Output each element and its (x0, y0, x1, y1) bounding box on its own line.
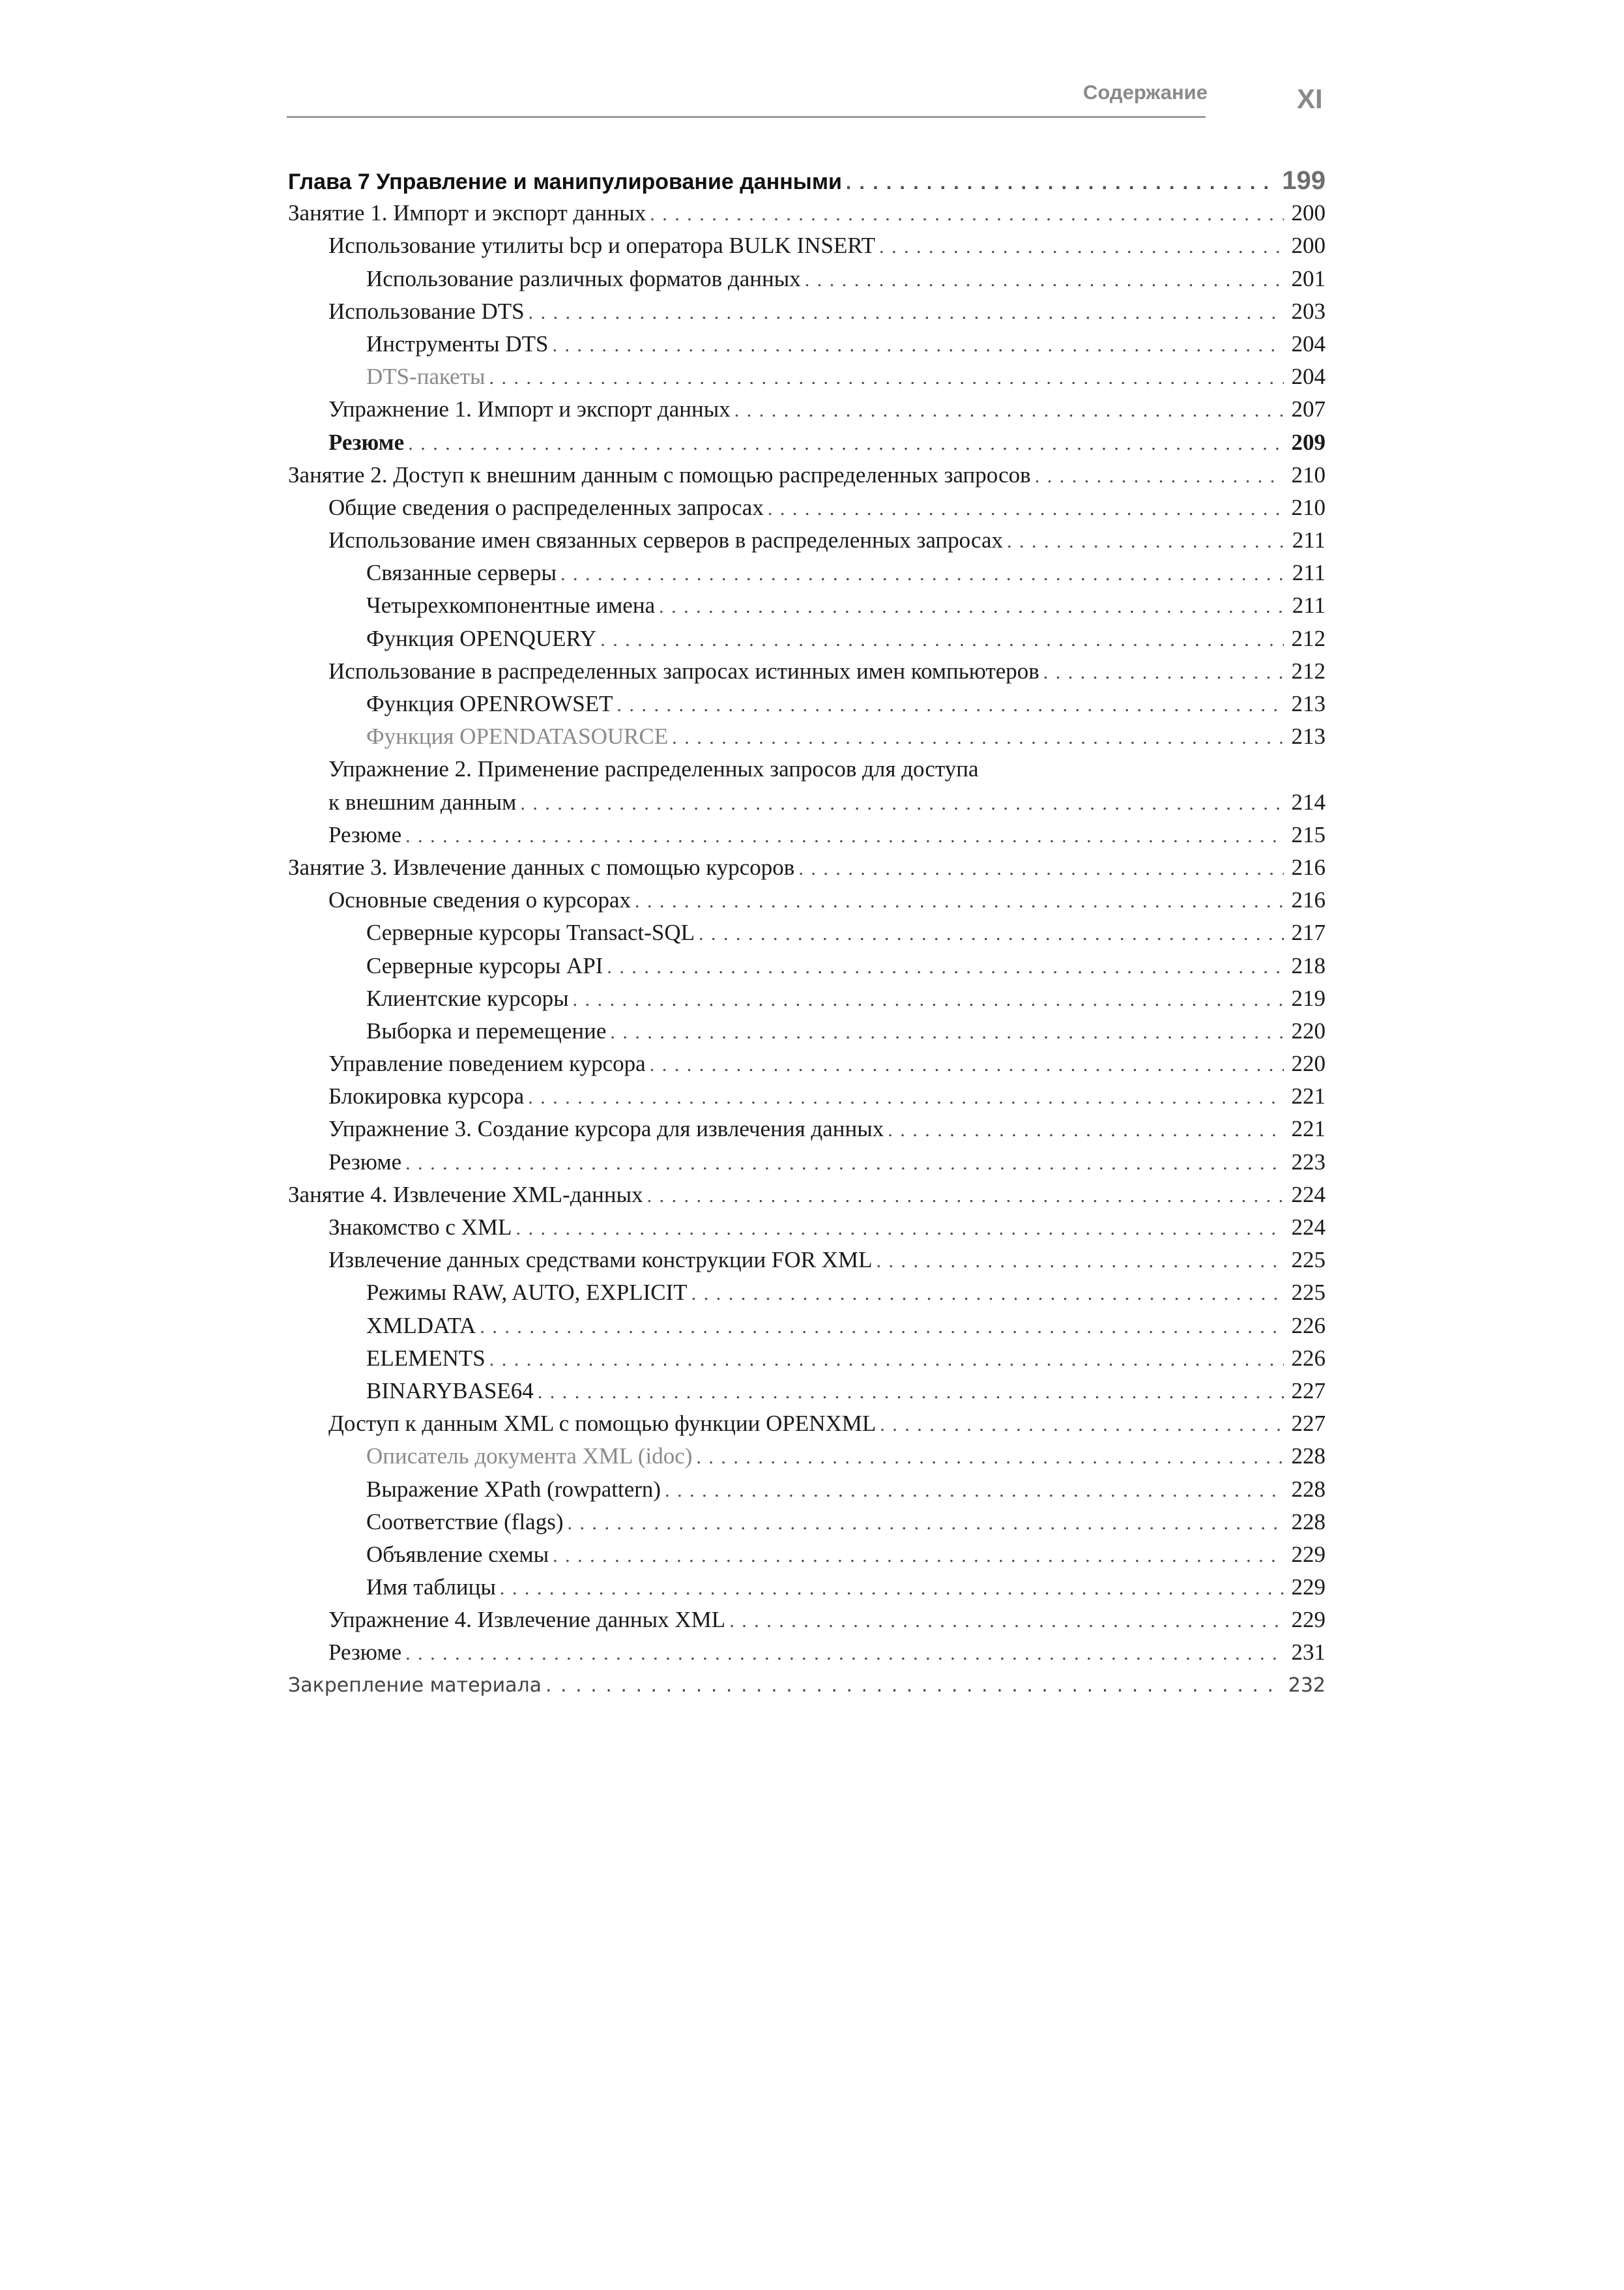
toc-entry-title: Блокировка курсора (328, 1083, 525, 1109)
toc-lesson (288, 851, 1326, 884)
toc-entry-title: Резюме (328, 1639, 402, 1666)
toc-leader (538, 1375, 1284, 1409)
toc-subsection (288, 1538, 1326, 1571)
toc-entry-title: Извлечение данных средствами конструкции FOR XML (328, 1247, 873, 1273)
toc-leader (600, 623, 1284, 656)
toc-leader (489, 360, 1284, 394)
toc-subsection (288, 1440, 1326, 1473)
toc-entry-page: 219 (1291, 985, 1326, 1011)
toc-entry-title: Использование имен связанных серверов в распределенных запросах (328, 527, 1003, 553)
toc-entry-title: Использование различных форматов данных (366, 265, 801, 291)
toc-entry-page: 215 (1291, 821, 1326, 847)
toc-entry-title: BINARYBASE64 (366, 1377, 534, 1403)
toc-leader (607, 950, 1284, 984)
toc-entry-title: Режимы RAW, AUTO, EXPLICIT (366, 1280, 688, 1306)
toc-leader (647, 1179, 1284, 1212)
toc-leader (480, 1310, 1284, 1343)
toc-entry-page: 212 (1291, 625, 1326, 651)
toc-entry-title: Клиентские курсоры (366, 985, 569, 1011)
toc-entry-title: Серверные курсоры API (366, 952, 603, 978)
toc-leader (552, 328, 1284, 362)
toc-entry-page: 213 (1291, 724, 1326, 750)
toc-entry-page: 221 (1291, 1116, 1326, 1142)
toc-entry-page: 228 (1291, 1508, 1326, 1534)
toc-exercise (288, 753, 1326, 785)
toc-entry-title: Основные сведения о курсорах (328, 887, 631, 913)
toc-exercise (288, 1604, 1326, 1636)
toc-leader (1035, 459, 1284, 493)
toc-leader (489, 1342, 1284, 1376)
toc-summary (288, 819, 1326, 851)
toc-entry-page: 220 (1291, 1051, 1326, 1077)
toc-entry-title: Резюме (328, 429, 405, 455)
toc-entry-title: Упражнение 2. Применение распределенных запросов для доступа (328, 756, 979, 782)
toc-exercise (288, 1113, 1326, 1145)
toc-subsection (288, 688, 1326, 720)
toc-entry-page: 204 (1291, 364, 1326, 390)
toc-subsection (288, 623, 1326, 655)
toc-lesson (288, 1179, 1326, 1211)
toc-section (288, 884, 1326, 917)
toc-subsection (288, 1375, 1326, 1407)
toc-leader (879, 229, 1284, 263)
toc-entry-title: Использование утилиты bcp и оператора BULK INSERT (328, 233, 875, 259)
toc-subsection (288, 1571, 1326, 1604)
toc-entry-title: к внешним данным (328, 789, 517, 815)
toc-entry-page: 221 (1291, 1083, 1326, 1109)
toc-leader (1007, 524, 1284, 558)
toc-leader (805, 263, 1284, 297)
toc-entry-title: Имя таблицы (366, 1574, 496, 1600)
toc-entry-page: 199 (1282, 166, 1326, 195)
toc-lesson (288, 197, 1326, 229)
toc-entry-title: Использование DTS (328, 298, 525, 324)
toc-entry-title: ELEMENTS (366, 1345, 486, 1371)
toc-entry-title: Резюме (328, 1149, 402, 1175)
toc-entry-title: Инструменты DTS (366, 330, 549, 357)
toc-leader (616, 688, 1284, 722)
toc-entry-page: 200 (1291, 233, 1326, 259)
toc-entry-title: Занятие 3. Извлечение данных с помощью курсоров (288, 854, 795, 880)
toc-leader (691, 1276, 1284, 1310)
toc-entry-title: Функция OPENROWSET (366, 691, 613, 716)
toc-entry-page: 204 (1291, 330, 1326, 357)
toc-leader (635, 884, 1284, 918)
toc-entry-page: 225 (1291, 1247, 1326, 1273)
toc-entry-title: Общие сведения о распределенных запросах (328, 494, 764, 520)
toc-entry-title: Выборка и перемещение (366, 1018, 607, 1044)
toc-lesson (288, 459, 1326, 492)
toc-leader (500, 1571, 1284, 1605)
toc-entry-page: 209 (1291, 429, 1326, 455)
toc-leader (880, 1407, 1284, 1441)
toc-subsection (288, 1310, 1326, 1342)
toc-exercise-continued (288, 786, 1326, 819)
toc-leader (515, 1211, 1284, 1245)
toc-entry-page: 207 (1291, 396, 1326, 422)
toc-entry-title: Выражение XPath (rowpattern) (366, 1476, 661, 1502)
toc-entry-page: 223 (1291, 1149, 1326, 1175)
toc-leader (408, 426, 1284, 460)
toc-entry-title: Упражнение 3. Создание курсора для извлечения данных (328, 1116, 884, 1142)
toc-leader (659, 589, 1284, 623)
toc-entry-title: Соответствие (flags) (366, 1508, 564, 1534)
toc-entry-page: 226 (1291, 1312, 1326, 1338)
toc-entry-page: 216 (1291, 854, 1326, 880)
toc-leader (567, 1506, 1284, 1540)
toc-section (288, 229, 1326, 262)
toc-entry-page: 231 (1291, 1639, 1326, 1666)
toc-entry-title: XMLDATA (366, 1312, 476, 1338)
toc-section (288, 524, 1326, 557)
toc-subsection (288, 982, 1326, 1015)
toc-review (288, 1669, 1326, 1702)
toc-entry-page: 228 (1291, 1476, 1326, 1502)
toc-leader (529, 295, 1284, 329)
toc-entry-title: Объявление схемы (366, 1541, 549, 1567)
toc-entry-title: Занятие 1. Импорт и экспорт данных (288, 200, 646, 226)
toc-subsection (288, 1342, 1326, 1375)
toc-subsection (288, 1473, 1326, 1506)
toc-subsection (288, 263, 1326, 295)
toc-leader (672, 720, 1284, 754)
toc-subsection (288, 1506, 1326, 1538)
toc-leader (560, 557, 1284, 591)
toc-section (288, 1048, 1326, 1080)
toc-leader (650, 197, 1284, 231)
toc-section (288, 492, 1326, 524)
toc-chapter (288, 164, 1326, 197)
toc-entry-title: Использование в распределенных запросах истинных имен компьютеров (328, 658, 1039, 684)
toc-entry-page: 225 (1291, 1280, 1326, 1306)
toc-summary (288, 1146, 1326, 1179)
toc-entry-title: Функция OPENQUERY (366, 625, 597, 651)
toc-leader (665, 1473, 1284, 1507)
toc-entry-title: Упражнение 1. Импорт и экспорт данных (328, 396, 731, 422)
toc-subsection (288, 589, 1326, 622)
toc-leader (405, 1636, 1284, 1670)
toc-leader (699, 917, 1284, 950)
toc-subsection (288, 1015, 1326, 1048)
toc-leader (1043, 655, 1284, 689)
toc-leader (734, 393, 1284, 427)
toc-entry-title: Резюме (328, 821, 402, 847)
toc-entry-title: Доступ к данным XML с помощью функции OPENXML (328, 1411, 877, 1437)
toc-section (288, 1407, 1326, 1440)
toc-entry-title: Функция OPENDATASOURCE (366, 724, 669, 750)
toc-summary (288, 426, 1326, 459)
toc-entry-title: Четырехкомпонентные имена (366, 593, 656, 619)
toc-subsection (288, 1276, 1326, 1309)
toc-section (288, 655, 1326, 688)
toc-entry-page: 229 (1291, 1574, 1326, 1600)
toc-leader (798, 851, 1284, 885)
toc-entry-title: Занятие 4. Извлечение XML-данных (288, 1181, 643, 1207)
toc-entry-page: 226 (1291, 1345, 1326, 1371)
toc-entry-title: Связанные серверы (366, 560, 557, 586)
toc-subsection (288, 950, 1326, 982)
toc-entry-page: 227 (1291, 1377, 1326, 1403)
toc-entry-page: 218 (1291, 952, 1326, 978)
toc-entry-page: 214 (1291, 789, 1326, 815)
running-title: Содержание (1083, 81, 1208, 104)
toc-entry-page: 211 (1292, 593, 1326, 619)
toc-entry-page: 227 (1291, 1411, 1326, 1437)
toc-leader (573, 982, 1284, 1016)
toc-entry-page: 210 (1291, 494, 1326, 520)
page-number: XI (1297, 83, 1323, 114)
toc-entry-page: 228 (1291, 1443, 1326, 1469)
toc-entry-page: 212 (1291, 658, 1326, 684)
toc-subsection (288, 557, 1326, 589)
toc-entry-page: 217 (1291, 920, 1326, 946)
toc-entry-page: 201 (1291, 265, 1326, 291)
toc-leader (405, 819, 1284, 853)
toc-subsection (288, 328, 1326, 360)
toc-leader (545, 1669, 1284, 1702)
toc-entry-page: 200 (1291, 200, 1326, 226)
toc-entry-page: 220 (1291, 1018, 1326, 1044)
toc-entry-page: 211 (1292, 527, 1326, 553)
toc-summary (288, 1636, 1326, 1669)
toc-entry-page: 203 (1291, 298, 1326, 324)
toc-entry-title: Глава 7 Управление и манипулирование данными (288, 169, 842, 194)
toc-exercise (288, 393, 1326, 426)
toc-leader (696, 1440, 1284, 1474)
toc-entry-title: Серверные курсоры Transact-SQL (366, 920, 695, 946)
toc-leader (888, 1113, 1284, 1147)
header-rule (287, 116, 1206, 118)
toc-entry-title: Закрепление материала (288, 1673, 542, 1697)
toc-leader (520, 786, 1284, 820)
toc-entry-title: Описатель документа XML (idoc) (366, 1443, 693, 1469)
toc-subsection (288, 720, 1326, 753)
toc-section (288, 295, 1326, 328)
toc-entry-title: Знакомство с XML (328, 1214, 512, 1240)
toc-subsection (288, 917, 1326, 949)
toc-entry-page: 229 (1291, 1541, 1326, 1567)
toc-leader (877, 1244, 1284, 1278)
toc-entry-page: 232 (1288, 1673, 1326, 1697)
toc-entry-title: DTS-пакеты (366, 364, 486, 390)
toc-entry-title: Упражнение 4. Извлечение данных XML (328, 1607, 726, 1633)
toc-leader (768, 492, 1284, 525)
toc-section (288, 1211, 1326, 1244)
toc-entry-page: 213 (1291, 691, 1326, 716)
toc-entry-page: 211 (1292, 560, 1326, 586)
toc-entry-page: 210 (1291, 462, 1326, 488)
toc-entry-page: 229 (1291, 1607, 1326, 1633)
toc-entry-title: Занятие 2. Доступ к внешним данным с помощью распределенных запросов (288, 462, 1031, 488)
toc-leader (846, 166, 1278, 199)
toc-leader (650, 1048, 1284, 1081)
table-of-contents (288, 164, 1326, 1702)
toc-subsection (288, 360, 1326, 393)
toc-leader (610, 1015, 1284, 1049)
toc-section (288, 1080, 1326, 1113)
toc-entry-page: 216 (1291, 887, 1326, 913)
toc-leader (405, 1146, 1284, 1180)
toc-entry-page: 224 (1291, 1181, 1326, 1207)
toc-section (288, 1244, 1326, 1276)
toc-entry-page: 224 (1291, 1214, 1326, 1240)
toc-leader (729, 1604, 1284, 1637)
toc-leader (528, 1080, 1284, 1114)
toc-leader (553, 1538, 1284, 1572)
toc-entry-title: Управление поведением курсора (328, 1051, 646, 1077)
